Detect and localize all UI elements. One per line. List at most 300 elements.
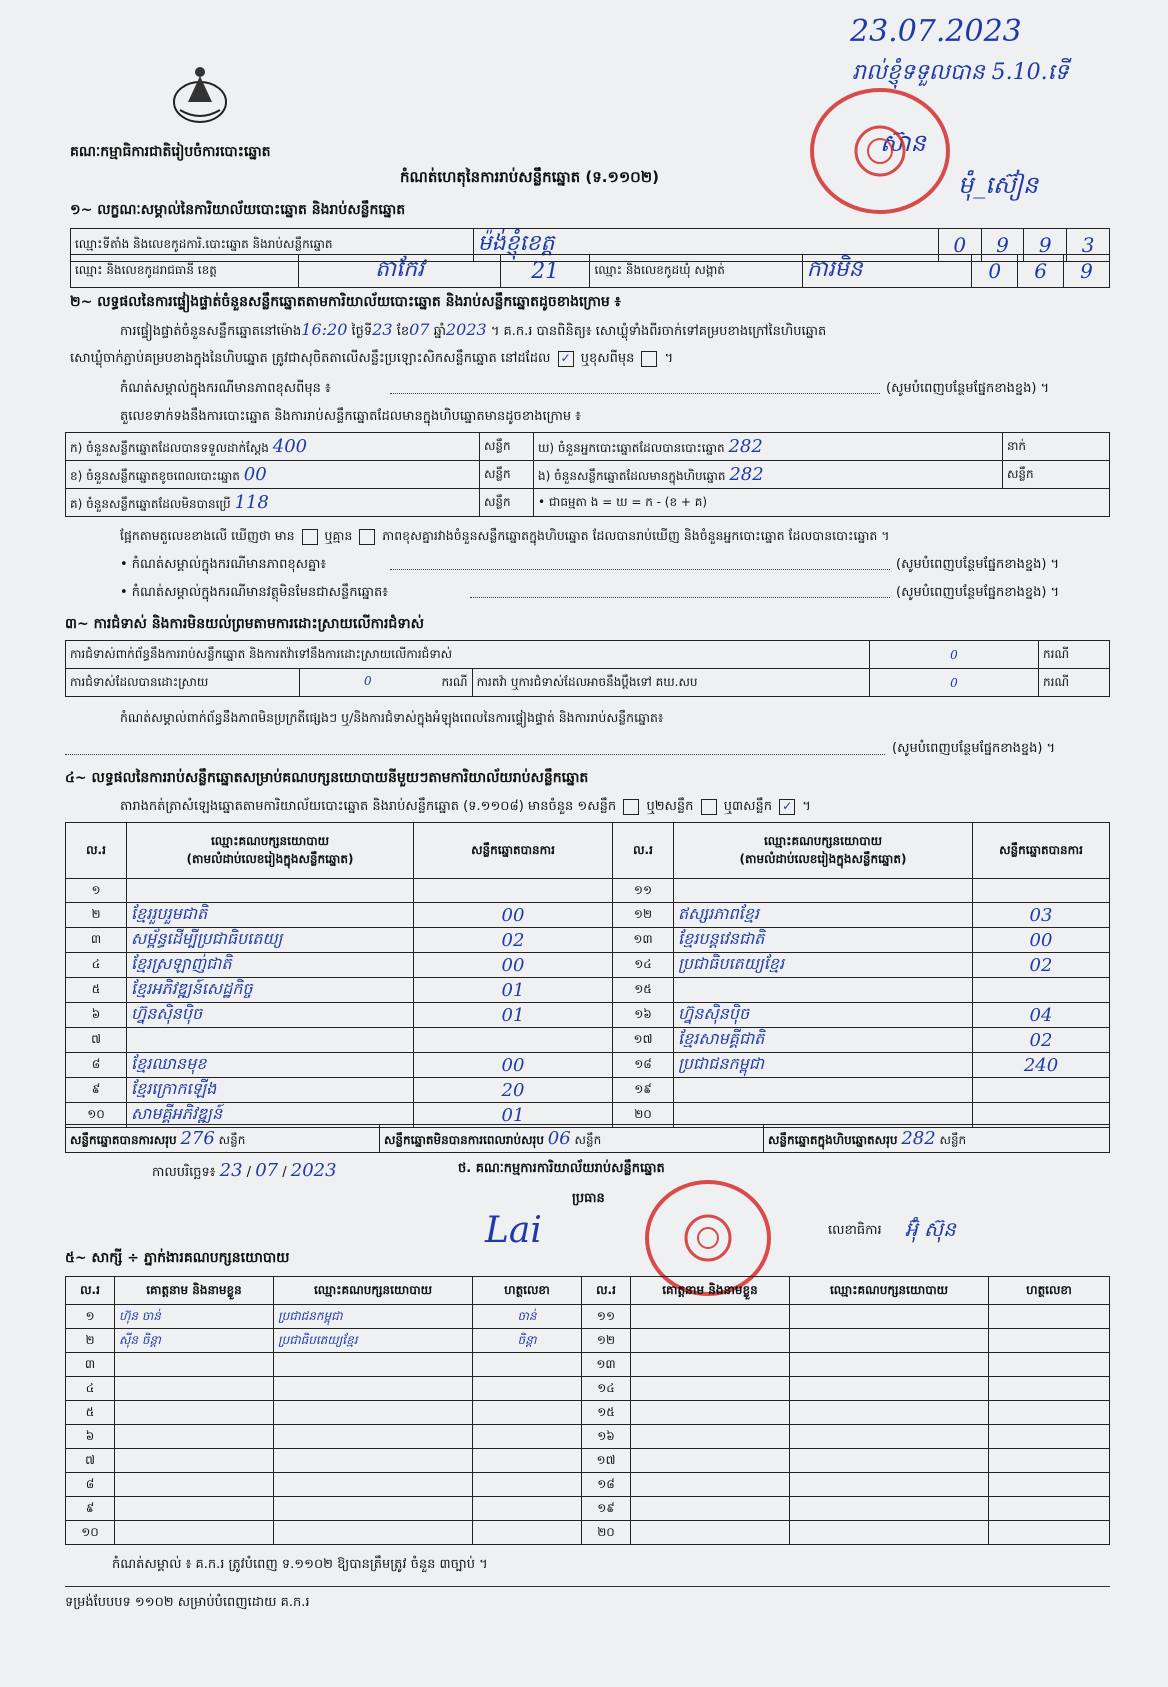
province-value: តាកែវ: [299, 255, 501, 288]
witness-row-name: [631, 1305, 790, 1329]
witness-row-party: [274, 1425, 473, 1449]
votes-row-no: ៩: [66, 1078, 127, 1103]
sheets-line: [120, 798, 811, 817]
votes-row: [66, 978, 1110, 1003]
compare-line: [120, 528, 890, 547]
difference-note-line[interactable]: [390, 393, 880, 394]
unused-label: គ) ចំនួនសន្លឹកឆ្នោតដែលមិនបានប្រើ: [70, 496, 231, 511]
votes-row-no: ១១: [613, 879, 674, 903]
votes-col-votes-right: សន្លឹកឆ្នោតបានការ: [973, 823, 1110, 879]
witness-col-sign-right: ហត្ថលេខា: [989, 1277, 1110, 1305]
witness-col-party-left: ឈ្មោះគណបក្សនយោបាយ: [274, 1277, 473, 1305]
votes-row-count: 02: [973, 953, 1110, 978]
votes-row-no: ១០: [66, 1103, 127, 1128]
verify-year: 2023: [445, 320, 487, 339]
witness-row-name: [115, 1521, 274, 1545]
formula: • ជាធម្មតា ង = ឃ = ក - (ខ + គ): [534, 489, 1110, 517]
witness-row-party: [790, 1521, 989, 1545]
witness-row-no: ១: [66, 1305, 115, 1329]
footer-divider: [65, 1586, 1110, 1587]
witness-row-name: [115, 1497, 274, 1521]
line2-end: ។: [664, 351, 674, 366]
witness-row-name: [115, 1401, 274, 1425]
witness-row-no: ១១: [582, 1305, 631, 1329]
same-checkbox[interactable]: ✓: [558, 351, 574, 367]
witness-row-party: [790, 1497, 989, 1521]
witness-row-no: ១៥: [582, 1401, 631, 1425]
sheets-end: ។: [802, 799, 811, 814]
witness-row-no: ១៧: [582, 1449, 631, 1473]
handwritten-initials: ម៉ុំ_ស៊ៀន: [958, 171, 1039, 199]
witness-row-name: [631, 1329, 790, 1353]
received-unit: សន្លឹក: [480, 433, 534, 461]
witness-row-name: ហ៊ុន ចាន់: [115, 1305, 274, 1329]
witness-row-no: ៩: [66, 1497, 115, 1521]
witness-row-no: ៣: [66, 1353, 115, 1377]
section3-heading: ៣~ ការជំទាស់ និងការមិនយល់ព្រមតាមការដោះស្រាយលើការជំទាស់: [65, 616, 424, 632]
party-header-right: ឈ្មោះគណបក្សនយោបាយ: [763, 833, 883, 848]
witness-row: [66, 1329, 1110, 1353]
party-header-left: ឈ្មោះគណបក្សនយោបាយ: [210, 833, 330, 848]
votes-row-count: [973, 978, 1110, 1003]
votes-row-no: ១៧: [613, 1028, 674, 1053]
total-invalid-value: 06: [547, 1127, 571, 1149]
votes-row-no: ១៣: [613, 928, 674, 953]
votes-row-no: ១៤: [613, 953, 674, 978]
votes-row-no: ១៩: [613, 1078, 674, 1103]
total-box-label: សន្លឹកឆ្នោតក្នុងហិបឆ្នោតសរុប: [768, 1132, 898, 1147]
votes-row-party: ខ្មែរអភិវឌ្ឍន៍សេដ្ឋកិច្ច: [127, 978, 414, 1003]
footnote: កំណត់សម្គាល់ ៖ គ.ក.រ ត្រូវបំពេញ ទ.១១០២ ឱ្យបានត្រឹមត្រូវ ចំនួន ៣ច្បាប់ ។: [112, 1557, 488, 1572]
witness-row-name: [115, 1449, 274, 1473]
section2-heading: ២~ លទ្ធផលនៃការផ្ទៀងផ្ទាត់ចំនួនសន្លឹកឆ្នោតតាមការិយាល័យបោះឆ្នោត និងរាប់សន្លឹកឆ្នោតដូចខាងក្រោម ៖: [70, 294, 621, 310]
votes-row-no: ១២: [613, 903, 674, 928]
section1-table-row2: [70, 254, 1110, 288]
votes-row-count: 00: [414, 1053, 613, 1078]
votes-row-no: ១: [66, 879, 127, 903]
figures-intro: តួលេខទាក់ទងនឹងការបោះឆ្នោត និងការរាប់សន្លឹកឆ្នោតដែលមានក្នុងហិបឆ្នោតមានដូចខាងក្រោម ៖: [120, 409, 581, 424]
votes-row-party: សម្ព័ន្ធដើម្បីប្រជាធិបតេយ្យ: [127, 928, 414, 953]
location-code-4: 3: [1067, 229, 1110, 262]
voted-value: 282: [728, 435, 763, 457]
section4-heading: ៤~ លទ្ធផលនៃការរាប់សន្លឹកឆ្នោតសម្រាប់គណបក្សនយោបាយនីមួយៗតាមការិយាល័យរាប់សន្លឹកឆ្នោត: [65, 770, 589, 786]
votes-col-votes-left: សន្លឹកឆ្នោតបានការ: [414, 823, 613, 879]
witness-col-no-right: ល.រ: [582, 1277, 631, 1305]
witness-row-name: [631, 1449, 790, 1473]
votes-row: [66, 1003, 1110, 1028]
witness-row-sign: [473, 1353, 582, 1377]
witness-row-sign: [473, 1497, 582, 1521]
date-label: កាលបរិច្ឆេទ៖: [152, 1165, 216, 1180]
location-code-2: 9: [981, 229, 1024, 262]
received-value: 400: [272, 435, 308, 457]
resolved-unit: ករណី: [441, 674, 468, 689]
verification-line2: [70, 350, 673, 369]
chair-signature: Lai: [485, 1210, 542, 1251]
two-sheets-checkbox[interactable]: [701, 799, 717, 815]
witness-col-name-left: គោត្តនាម និងនាមខ្លួន: [115, 1277, 274, 1305]
votes-row: [66, 1028, 1110, 1053]
witness-row-name: [631, 1353, 790, 1377]
votes-row: [66, 953, 1110, 978]
witness-row-sign: ចិន្តា: [473, 1329, 582, 1353]
three-sheets-label: ឬ៣សន្លឹក: [723, 799, 772, 814]
verify-text-d: ឆ្នាំ: [433, 324, 446, 339]
votes-row-no: ២: [66, 903, 127, 928]
votes-row-party: សាមគ្គីអភិវឌ្ឍន៍: [127, 1103, 414, 1128]
party-subheader-left: (តាមលំដាប់លេខរៀងក្នុងសន្លឹកឆ្នោត): [186, 851, 354, 866]
one-sheet-checkbox[interactable]: [623, 799, 639, 815]
witness-row-party: [274, 1353, 473, 1377]
witness-row-no: ២: [66, 1329, 115, 1353]
votes-col-party-right: [674, 823, 973, 879]
verify-text-b: ថ្ងៃទី: [351, 324, 373, 339]
witness-row: [66, 1449, 1110, 1473]
received-label: ក) ចំនួនសន្លឹកឆ្នោតដែលបានទទួលដាក់ស្ដែង: [70, 440, 269, 455]
witness-row-party: [274, 1449, 473, 1473]
date-day: 23: [219, 1160, 243, 1181]
votes-row: [66, 1078, 1110, 1103]
section5-heading: ៥~ សាក្សី ÷ ភ្នាក់ងារគណបក្សនយោបាយ: [65, 1250, 290, 1266]
commune-value: ការមិន: [802, 255, 972, 288]
witness-row-name: [631, 1425, 790, 1449]
votes-row-party: [674, 978, 973, 1003]
witness-row-party: [790, 1329, 989, 1353]
ballot-figures-table: [65, 432, 1110, 517]
appeal-label: ការតវ៉ា ឬការជំទាស់ដែលអាចនឹងប្ដឹងទៅ គឃ.សប: [472, 669, 869, 697]
witness-row-sign: ចាន់: [473, 1305, 582, 1329]
votes-row-count: [414, 879, 613, 903]
witness-row-no: ៨: [66, 1473, 115, 1497]
difference-note-hint: (សូមបំពេញបន្ថែមផ្នែកខាងខ្នង) ។: [886, 381, 1050, 396]
witness-row-no: ១២: [582, 1329, 631, 1353]
changed-label: ឬខុសពីមុន: [580, 351, 635, 366]
votes-col-party-left: [127, 823, 414, 879]
votes-row-party: ខ្មែរក្រោកឡើង: [127, 1078, 414, 1103]
votes-row-count: 03: [973, 903, 1110, 928]
witness-row: [66, 1521, 1110, 1545]
appeal-value: 0: [870, 669, 1039, 697]
handwritten-note: រាល់ខ្ញុំទទួលបាន 5.10.ទើ: [852, 60, 1069, 85]
witness-row-sign: [989, 1305, 1110, 1329]
province-label: ឈ្មោះ និងលេខកូដរាជធានី ខេត្ត: [71, 255, 299, 288]
witness-row-party: [790, 1425, 989, 1449]
witness-row-sign: [473, 1521, 582, 1545]
witness-row-no: ៦: [66, 1425, 115, 1449]
province-number: 21: [500, 255, 590, 288]
witness-row-sign: [989, 1521, 1110, 1545]
witness-row: [66, 1473, 1110, 1497]
witness-row-name: [631, 1401, 790, 1425]
verify-day: 23: [372, 320, 393, 339]
secretary-signature: អ៊ុំ ស៊ុន: [905, 1217, 956, 1241]
votes-row-count: [973, 879, 1110, 903]
witness-row-party: [790, 1449, 989, 1473]
votes-row-party: [674, 1078, 973, 1103]
totals-table: [65, 1124, 1110, 1153]
votes-row-count: 01: [414, 1003, 613, 1028]
votes-col-no-right: ល.រ: [613, 823, 674, 879]
witness-row-sign: [989, 1353, 1110, 1377]
votes-row-party: ឥស្សរភាពខ្មែរ: [674, 903, 973, 928]
votes-row-party: ប្រជាជនកម្ពុជា: [674, 1053, 973, 1078]
witness-row-name: [631, 1497, 790, 1521]
no-difference-label: ឬគ្មាន: [324, 528, 353, 543]
witness-row-sign: [473, 1401, 582, 1425]
witness-row-sign: [989, 1401, 1110, 1425]
irregularities-note: កំណត់សម្គាល់ពាក់ព័ន្ធនឹងភាពមិនប្រក្រតីផ្សេងៗ ឬ/និងការជំទាស់ក្នុងអំឡុងពេលនៃការផ្ទៀងផ្ទាត់ និងការរាប់សន្លឹកឆ្នោត៖: [120, 710, 664, 725]
votes-row-count: 02: [973, 1028, 1110, 1053]
in-box-label: ង) ចំនួនសន្លឹកឆ្នោតដែលមានក្នុងហិបឆ្នោត: [538, 468, 726, 483]
votes-row-count: 20: [414, 1078, 613, 1103]
witness-row-name: [115, 1425, 274, 1449]
witness-row-name: [115, 1377, 274, 1401]
voted-unit: នាក់: [1003, 433, 1110, 461]
date-month: 07: [255, 1160, 279, 1181]
bullet-foreign-line[interactable]: [470, 597, 890, 598]
verify-month: 07: [409, 320, 430, 339]
witness-row-sign: [989, 1449, 1110, 1473]
resolved-value: 0: [363, 673, 372, 688]
votes-row-count: [414, 1028, 613, 1053]
witness-row-sign: [989, 1473, 1110, 1497]
bullet-foreign-object: • កំណត់សម្គាល់ក្នុងករណីមានវត្ថុមិនមែនជាសន្លឹកឆ្នោត៖: [120, 585, 388, 600]
handwritten-date: 23.07.2023: [850, 14, 1022, 49]
verify-text-e: ។ គ.ក.រ បានពិនិត្យ៖ សោឃ្លុំទាំងពីរចាក់ទៅគម្របខាងក្រៅនៃហិបឆ្នោត: [490, 324, 827, 339]
votes-row-count: 00: [414, 903, 613, 928]
witness-col-no-left: ល.រ: [66, 1277, 115, 1305]
total-invalid-unit: សន្លឹក: [574, 1132, 602, 1147]
location-label: ឈ្មោះទីតាំង និងលេខកូដការិ.បោះឆ្នោត និងរាប់សន្លឹកឆ្នោត: [71, 229, 474, 262]
verify-line2-text: សោឃ្លុំចាក់ភ្ជាប់គម្របខាងក្នុងនៃហិបឆ្នោត ត្រូវជាសុចិតតាលើសន្លឹះប្រឡោះសិកសន្លឹកឆ្នោត នៅដដែល: [70, 351, 551, 366]
witness-row-name: [631, 1521, 790, 1545]
witness-row-party: [274, 1497, 473, 1521]
compare-text: ផ្អែកតាមតួលេខខាងលើ ឃើញថា មាន: [120, 528, 295, 543]
total-box-value: 282: [901, 1127, 936, 1149]
location-code-1: 0: [938, 229, 981, 262]
votes-row-no: ១៦: [613, 1003, 674, 1028]
votes-row-party: [127, 1028, 414, 1053]
verify-text-c: ខែ: [396, 324, 410, 339]
witness-row-no: ១៣: [582, 1353, 631, 1377]
in-box-unit: សន្លឹក: [1003, 461, 1110, 489]
objection-label: ការជំទាស់ពាក់ព័ន្ធនឹងការរាប់សន្លឹកឆ្នោត និងការតវ៉ាទៅនឹងការដោះស្រាយលើការជំទាស់: [66, 641, 870, 669]
witness-row-sign: [473, 1377, 582, 1401]
votes-table: [65, 822, 1110, 1128]
handwritten-signature: ស៊ាន: [880, 129, 926, 157]
witness-row: [66, 1425, 1110, 1449]
witness-row-party: [790, 1473, 989, 1497]
votes-row-count: 04: [973, 1003, 1110, 1028]
witness-row-no: ១៩: [582, 1497, 631, 1521]
votes-row-no: ២០: [613, 1103, 674, 1128]
unused-unit: សន្លឹក: [480, 489, 534, 517]
total-invalid-label: សន្លឹកឆ្នោតមិនបានការពេលរាប់សរុប: [384, 1132, 544, 1147]
location-code-3: 9: [1024, 229, 1067, 262]
witness-row-sign: [473, 1449, 582, 1473]
section1-heading: ១~ លក្ខណៈសម្គាល់នៃការិយាល័យបោះឆ្នោត និងរាប់សន្លឹកឆ្នោត: [70, 202, 406, 218]
votes-row-party: [127, 879, 414, 903]
votes-row-no: ៥: [66, 978, 127, 1003]
witness-row-party: [274, 1377, 473, 1401]
witness-col-sign-left: ហត្ថលេខា: [473, 1277, 582, 1305]
objections-table: [65, 640, 1110, 697]
objection-value: 0: [870, 641, 1039, 669]
verify-text-a: ការផ្ទៀងផ្ទាត់ចំនួនសន្លឹកឆ្នោតនៅម៉ោង: [120, 324, 302, 339]
three-sheets-checkbox[interactable]: ✓: [779, 799, 795, 815]
witness-row-no: ២០: [582, 1521, 631, 1545]
witness-row-name: [115, 1353, 274, 1377]
votes-row: [66, 903, 1110, 928]
witness-row-sign: [473, 1473, 582, 1497]
unused-value: 118: [234, 491, 269, 513]
witness-row-sign: [989, 1497, 1110, 1521]
total-valid-value: 276: [180, 1127, 215, 1149]
commune-code-2: 6: [1018, 255, 1064, 288]
changed-checkbox[interactable]: [641, 351, 657, 367]
witness-row-name: ស៊ីន ចិន្តា: [115, 1329, 274, 1353]
sheets-intro: តារាងកត់ត្រាសំឡេងឆ្នោតតាមការិយាល័យបោះឆ្នោត និងរាប់សន្លឹកឆ្នោត (ទ.១១០៨) មានចំនួន ១សន្លឹក: [120, 799, 617, 814]
total-valid-label: សន្លឹកឆ្នោតបានការសរុប: [70, 1132, 177, 1147]
date-line: កាលបរិច្ឆេទ៖ 23 / 07 / 2023: [152, 1160, 337, 1181]
votes-row-count: 00: [414, 953, 613, 978]
votes-row-party: ខ្មែរសាមគ្គីជាតិ: [674, 1028, 973, 1053]
org-name: គណៈកម្មាធិការជាតិរៀបចំការបោះឆ្នោត: [70, 144, 271, 160]
witness-col-party-right: ឈ្មោះគណបក្សនយោបាយ: [790, 1277, 989, 1305]
votes-row-count: 01: [414, 1103, 613, 1128]
objection-unit: ករណី: [1039, 641, 1110, 669]
voted-label: ឃ) ចំនួនអ្នកបោះឆ្នោតដែលបានបោះឆ្នោត: [538, 440, 725, 455]
votes-row-count: 00: [973, 928, 1110, 953]
votes-row-party: ហ្វ៊ុនស៊ិនប៉ិច: [127, 1003, 414, 1028]
witness-row-sign: [989, 1329, 1110, 1353]
witness-row-party: ប្រជាជនកម្ពុជា: [274, 1305, 473, 1329]
witness-row: [66, 1401, 1110, 1425]
emblem-logo: [160, 62, 240, 130]
witness-row: [66, 1353, 1110, 1377]
witness-row-name: [631, 1473, 790, 1497]
bullet-difference: • កំណត់សម្គាល់ក្នុងករណីមានភាពខុសគ្នា៖: [120, 557, 327, 572]
witness-row: [66, 1377, 1110, 1401]
witness-row-name: [115, 1473, 274, 1497]
resolved-label: ការជំទាស់ដែលបានដោះស្រាយ: [66, 669, 300, 697]
no-difference-checkbox[interactable]: [359, 529, 375, 545]
date-year: 2023: [290, 1160, 337, 1181]
witness-table: [65, 1276, 1110, 1545]
votes-row-count: [973, 1078, 1110, 1103]
appeal-unit: ករណី: [1039, 669, 1110, 697]
votes-row-party: ខ្មែរស្រឡាញ់ជាតិ: [127, 953, 414, 978]
verify-time: 16:20: [301, 320, 348, 339]
witness-row-no: ១៤: [582, 1377, 631, 1401]
votes-row-no: ៨: [66, 1053, 127, 1078]
votes-row: [66, 1053, 1110, 1078]
votes-row-party: ខ្មែររួបរួមជាតិ: [127, 903, 414, 928]
seal-icon: [680, 1210, 736, 1266]
witness-row-name: [631, 1377, 790, 1401]
witness-row-no: ៤: [66, 1377, 115, 1401]
witness-col-name-right: គោត្តនាម និងនាមខ្លួន: [631, 1277, 790, 1305]
verification-line1: [120, 320, 826, 342]
witness-row-no: ១០: [66, 1521, 115, 1545]
location-value: ម៉ង់ខ្ញុំខេត្ត: [473, 229, 938, 262]
votes-row-no: ៦: [66, 1003, 127, 1028]
two-sheets-label: ឬ២សន្លឹក: [646, 799, 694, 814]
votes-row-party: ខ្មែរឈានមុខ: [127, 1053, 414, 1078]
spoiled-label: ខ) ចំនួនសន្លឹកឆ្នោតខូចពេលបោះឆ្នោត: [70, 468, 240, 483]
witness-row-party: [274, 1473, 473, 1497]
votes-row-no: ៤: [66, 953, 127, 978]
difference-note-label: កំណត់សម្គាល់ក្នុងករណីមានភាពខុសពីមុន ៖: [120, 381, 331, 396]
bullet-difference-hint: (សូមបំពេញបន្ថែមផ្នែកខាងខ្នង) ។: [896, 557, 1060, 572]
secretary-label: លេខាធិការ: [828, 1223, 882, 1238]
emblem-icon: [850, 121, 910, 181]
form-footer: ទម្រង់បែបបទ ១១០២ សម្រាប់បំពេញដោយ គ.ក.រ: [65, 1595, 310, 1610]
votes-row: [66, 928, 1110, 953]
witness-row-party: [274, 1401, 473, 1425]
votes-row-no: ១៥: [613, 978, 674, 1003]
commune-code-3: 9: [1064, 255, 1110, 288]
votes-row: [66, 879, 1110, 903]
votes-row-party: ប្រជាធិបតេយ្យខ្មែរ: [674, 953, 973, 978]
total-box-unit: សន្លឹក: [939, 1132, 967, 1147]
spoiled-unit: សន្លឹក: [480, 461, 534, 489]
votes-row-count: 02: [414, 928, 613, 953]
witness-row-party: [274, 1521, 473, 1545]
official-stamp-top: [810, 88, 950, 214]
witness-row-sign: [989, 1377, 1110, 1401]
witness-row: [66, 1497, 1110, 1521]
witness-row-no: ៥: [66, 1401, 115, 1425]
votes-row-no: ៣: [66, 928, 127, 953]
compare-text-end: ភាពខុសគ្នារវាងចំនួនសន្លឹកឆ្នោតក្នុងហិបឆ្នោត ដែលបានរាប់ឃើញ និងចំនួនអ្នកបោះឆ្នោត ដែលបានបោះឆ្នោត ។: [382, 528, 890, 543]
irregularities-hint: (សូមបំពេញបន្ថែមផ្នែកខាងខ្នង) ។: [892, 741, 1056, 756]
witness-row-party: [790, 1401, 989, 1425]
commune-label: ឈ្មោះ និងលេខកូដឃុំ សង្កាត់: [590, 255, 802, 288]
in-box-value: 282: [729, 463, 764, 485]
votes-row-party: ហ្វ៊ុនស៊ិនប៉ិច: [674, 1003, 973, 1028]
witness-row-party: [790, 1305, 989, 1329]
witness-row: [66, 1305, 1110, 1329]
witness-row-party: [790, 1353, 989, 1377]
votes-col-no-left: ល.រ: [66, 823, 127, 879]
votes-row-count: 01: [414, 978, 613, 1003]
votes-row-no: ៧: [66, 1028, 127, 1053]
witness-row-no: ១៨: [582, 1473, 631, 1497]
commune-code-1: 0: [972, 255, 1018, 288]
irregularities-line[interactable]: [65, 754, 885, 755]
witness-row-no: ១៦: [582, 1425, 631, 1449]
bullet-difference-line[interactable]: [390, 569, 890, 570]
witness-row-sign: [989, 1425, 1110, 1449]
committee-label: ថ. គណៈកម្មការការិយាល័យរាប់សន្លឹកឆ្នោត: [458, 1161, 665, 1176]
party-subheader-right: (តាមលំដាប់លេខរៀងក្នុងសន្លឹកឆ្នោត): [739, 851, 907, 866]
witness-row-sign: [473, 1425, 582, 1449]
page-title: កំណត់ហេតុនៃការរាប់សន្លឹកឆ្នោត (ទ.១១០២): [400, 168, 660, 186]
votes-row-no: ១៨: [613, 1053, 674, 1078]
witness-row-party: ប្រជាធិបតេយ្យខ្មែរ: [274, 1329, 473, 1353]
witness-row-no: ៧: [66, 1449, 115, 1473]
votes-row-count: 240: [973, 1053, 1110, 1078]
chair-label: ប្រធាន: [572, 1191, 605, 1206]
votes-row-party: ខ្មែរបន្តវេនជាតិ: [674, 928, 973, 953]
votes-row-party: [674, 879, 973, 903]
total-valid-unit: សន្លឹក: [218, 1132, 246, 1147]
bullet-foreign-hint: (សូមបំពេញបន្ថែមផ្នែកខាងខ្នង) ។: [896, 585, 1060, 600]
witness-row-party: [790, 1377, 989, 1401]
has-difference-checkbox[interactable]: [302, 529, 318, 545]
spoiled-value: 00: [243, 463, 267, 485]
